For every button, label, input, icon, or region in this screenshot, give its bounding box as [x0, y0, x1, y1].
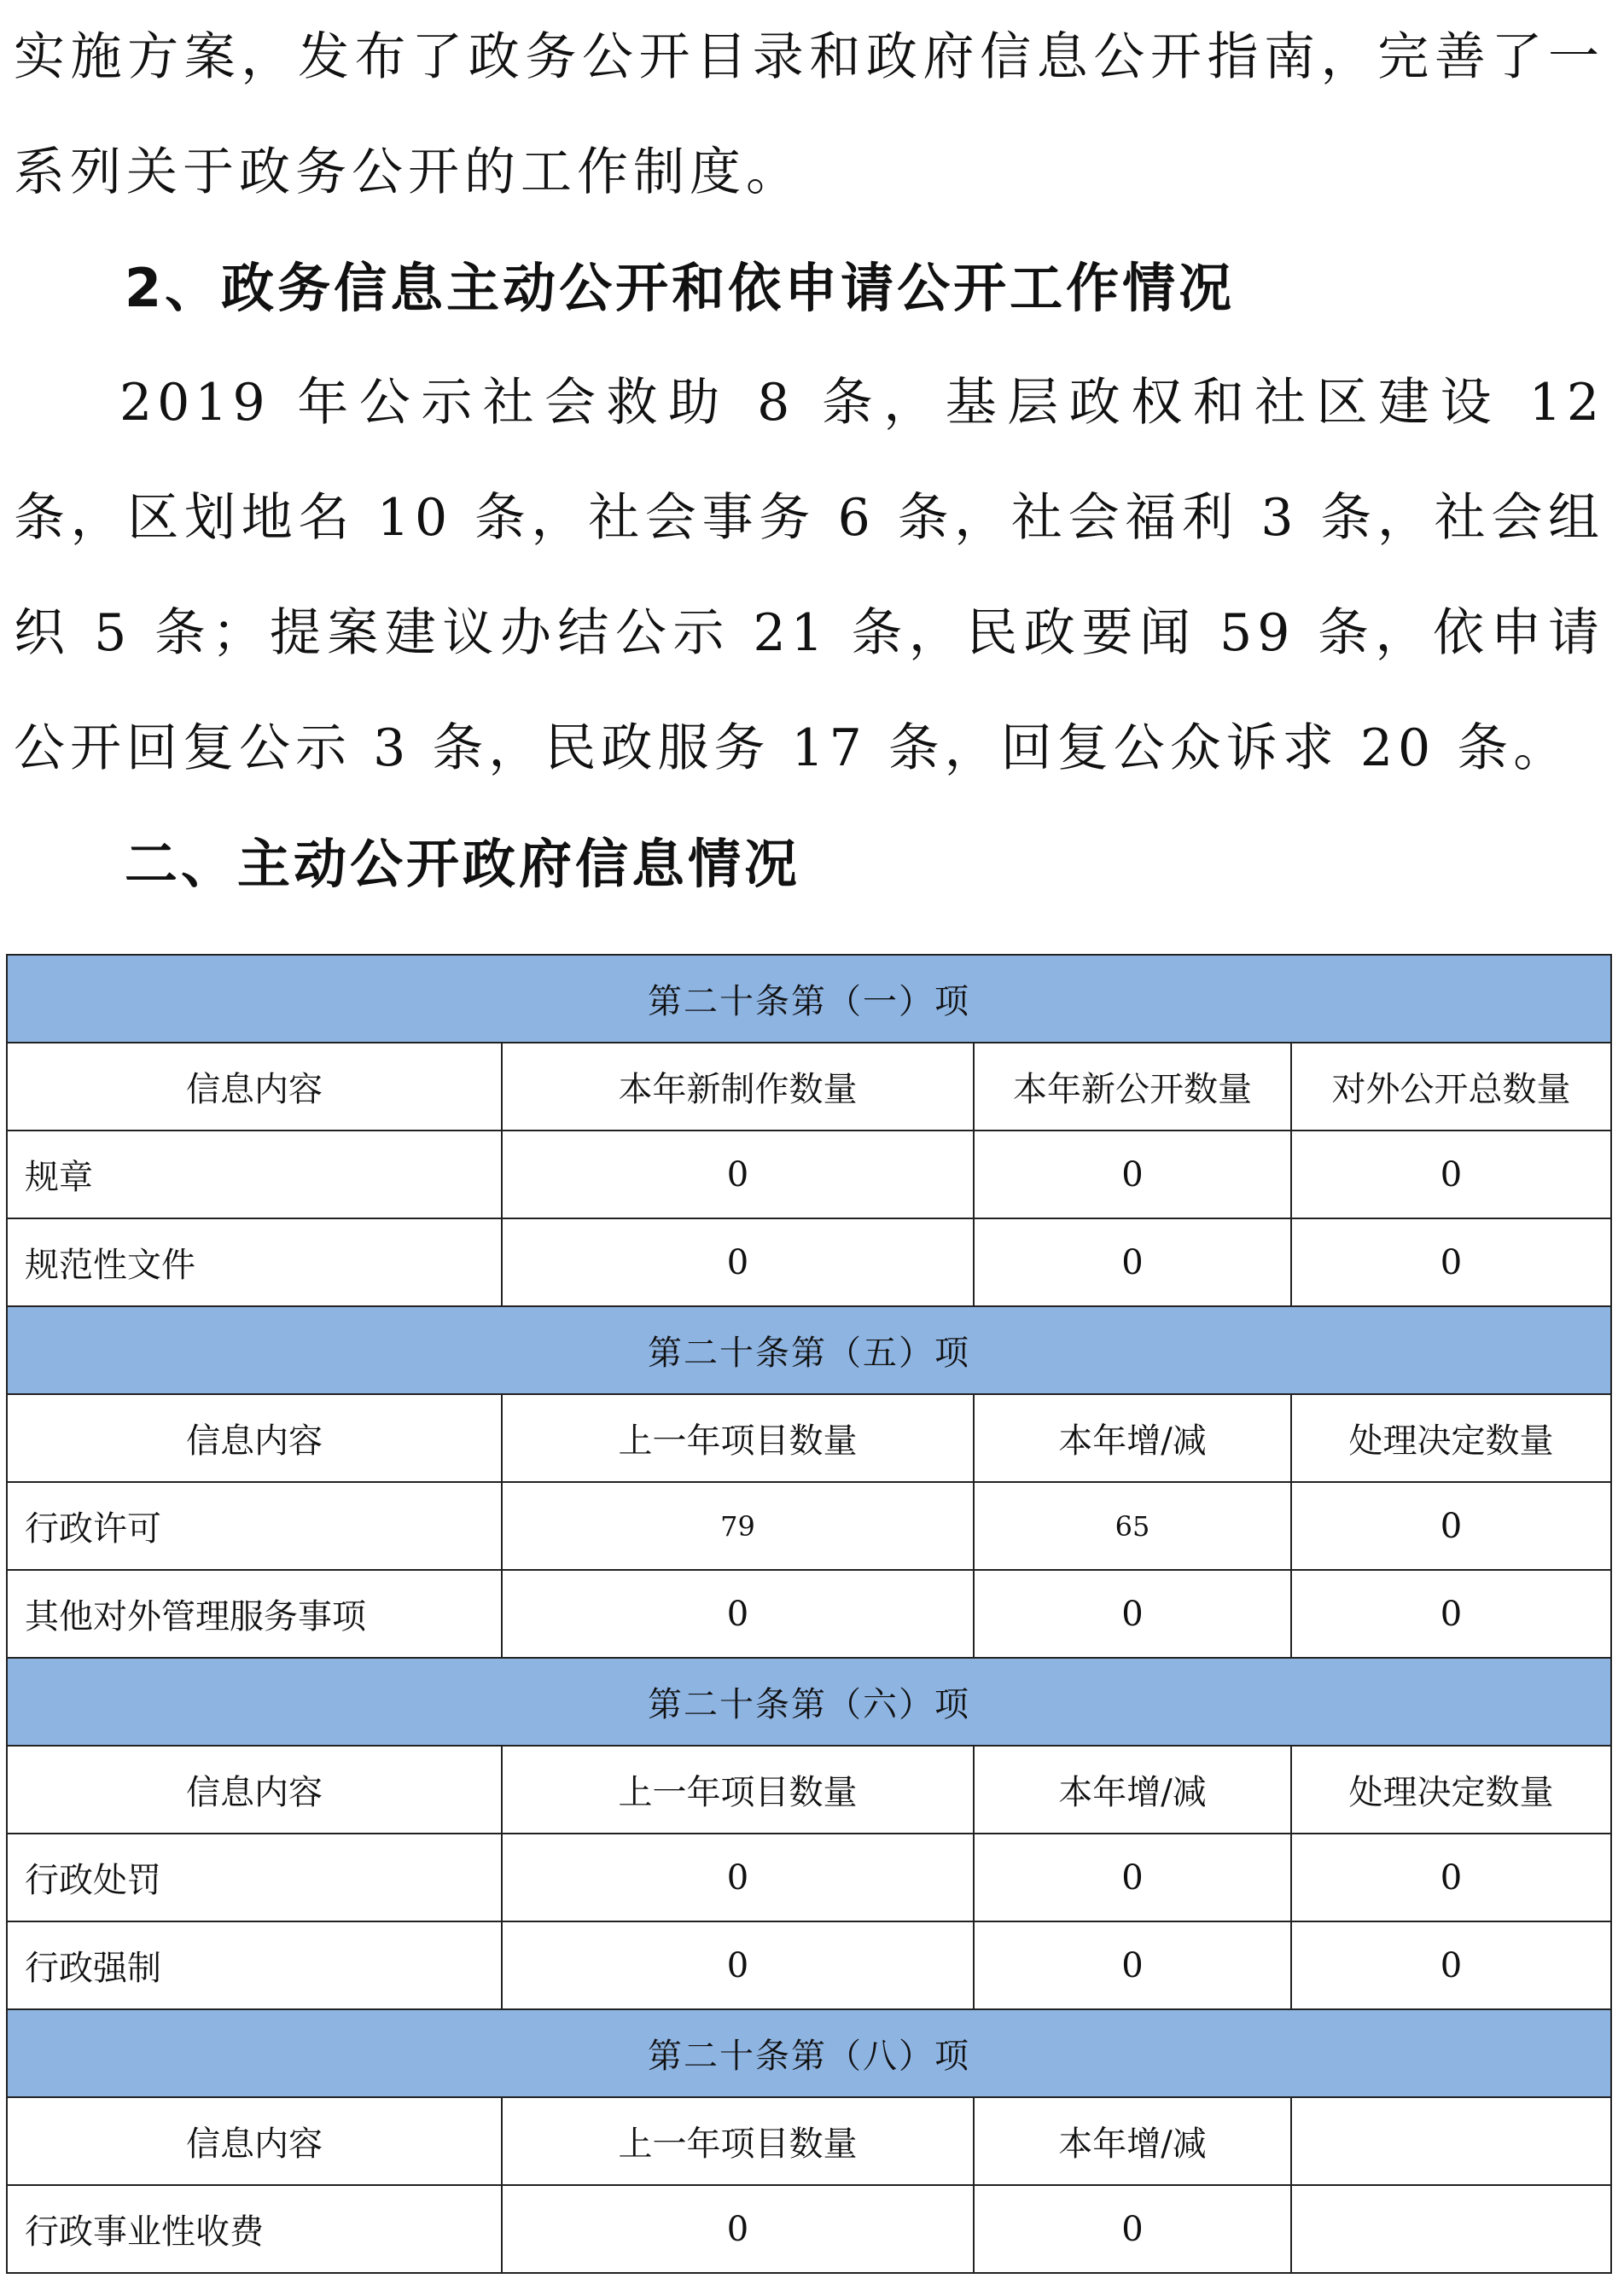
- column-header: 处理决定数量: [1291, 1394, 1611, 1482]
- table-cell: 0: [974, 1921, 1291, 2009]
- header-row: [7, 1746, 1611, 1834]
- table-cell: 0: [974, 1570, 1291, 1658]
- column-header: 信息内容: [7, 1746, 502, 1834]
- row-label: 规章: [7, 1131, 502, 1218]
- column-header: 上一年项目数量: [502, 1746, 974, 1834]
- row-label: 行政处罚: [7, 1834, 502, 1921]
- table-cell: 0: [502, 1218, 974, 1306]
- table-cell: 0: [1291, 1921, 1611, 2009]
- column-header: 本年增/减: [974, 1394, 1291, 1482]
- table-row: [7, 2185, 1611, 2273]
- table-cell: 0: [974, 1834, 1291, 1921]
- section-row: [7, 2009, 1611, 2097]
- table-cell: 0: [502, 1570, 974, 1658]
- table-row: [7, 1482, 1611, 1570]
- column-header: 对外公开总数量: [1291, 1043, 1611, 1131]
- table-cell: 0: [1291, 1570, 1611, 1658]
- table-cell: 65: [974, 1482, 1291, 1570]
- column-header: 本年新公开数量: [974, 1043, 1291, 1131]
- column-header: 上一年项目数量: [502, 2097, 974, 2185]
- paragraph-continuation: 实施方案，发布了政务公开目录和政府信息公开指南，完善了一系列关于政务公开的工作制度。: [14, 27, 1604, 202]
- table-cell: 0: [1291, 1218, 1611, 1306]
- section-heading-proactive-disclosure: 二、主动公开政府信息情况: [125, 833, 801, 895]
- table-row: [7, 1131, 1611, 1218]
- column-header: 信息内容: [7, 1043, 502, 1131]
- table-row: [7, 1834, 1611, 1921]
- table-cell: 79: [502, 1482, 974, 1570]
- table-cell: 0: [974, 1218, 1291, 1306]
- paragraph-statistics: 2019 年公示社会救助 8 条，基层政权和社区建设 12 条，区划地名 10 条，社会事务 6 条，社会福利 3 条，社会组织 5 条；提案建议办结公示 21 条，民政要闻 59 条，依申请公开回复公示 3 条，民政服务 17 条，回复公众诉求 20 条。: [14, 373, 1604, 778]
- section-heading-2: 2、政务信息主动公开和依申请公开工作情况: [125, 257, 1236, 319]
- header-row: [7, 1394, 1611, 1482]
- table-cell: 0: [1291, 1834, 1611, 1921]
- table-cell: 0: [1291, 1482, 1611, 1570]
- section-row: [7, 955, 1611, 1043]
- column-header: [1291, 2097, 1611, 2185]
- table-cell: 0: [502, 1921, 974, 2009]
- section-row: [7, 1658, 1611, 1746]
- column-header: 本年新制作数量: [502, 1043, 974, 1131]
- header-row: [7, 1043, 1611, 1131]
- section-title: 第二十条第（五）项: [7, 1306, 1611, 1394]
- table-cell: 0: [1291, 1131, 1611, 1218]
- column-header: 上一年项目数量: [502, 1394, 974, 1482]
- column-header: 处理决定数量: [1291, 1746, 1611, 1834]
- column-header: 本年增/减: [974, 1746, 1291, 1834]
- section-title: 第二十条第（八）项: [7, 2009, 1611, 2097]
- table-cell: [1291, 2185, 1611, 2273]
- row-label: 其他对外管理服务事项: [7, 1570, 502, 1658]
- section-title: 第二十条第（六）项: [7, 1658, 1611, 1746]
- column-header: 信息内容: [7, 1394, 502, 1482]
- section-title: 第二十条第（一）项: [7, 955, 1611, 1043]
- column-header: 信息内容: [7, 2097, 502, 2185]
- row-label: 行政强制: [7, 1921, 502, 2009]
- body-text: [14, 0, 1604, 921]
- table-row: [7, 1570, 1611, 1658]
- disclosure-table: [6, 954, 1612, 2274]
- header-row: [7, 2097, 1611, 2185]
- row-label: 规范性文件: [7, 1218, 502, 1306]
- table-cell: 0: [974, 1131, 1291, 1218]
- table-cell: 0: [502, 2185, 974, 2273]
- table-row: [7, 1218, 1611, 1306]
- table-cell: 0: [502, 1131, 974, 1218]
- table-cell: 0: [502, 1834, 974, 1921]
- disclosure-table-wrapper: [6, 954, 1610, 2274]
- table-row: [7, 1921, 1611, 2009]
- section-row: [7, 1306, 1611, 1394]
- table-cell: 0: [974, 2185, 1291, 2273]
- row-label: 行政许可: [7, 1482, 502, 1570]
- column-header: 本年增/减: [974, 2097, 1291, 2185]
- row-label: 行政事业性收费: [7, 2185, 502, 2273]
